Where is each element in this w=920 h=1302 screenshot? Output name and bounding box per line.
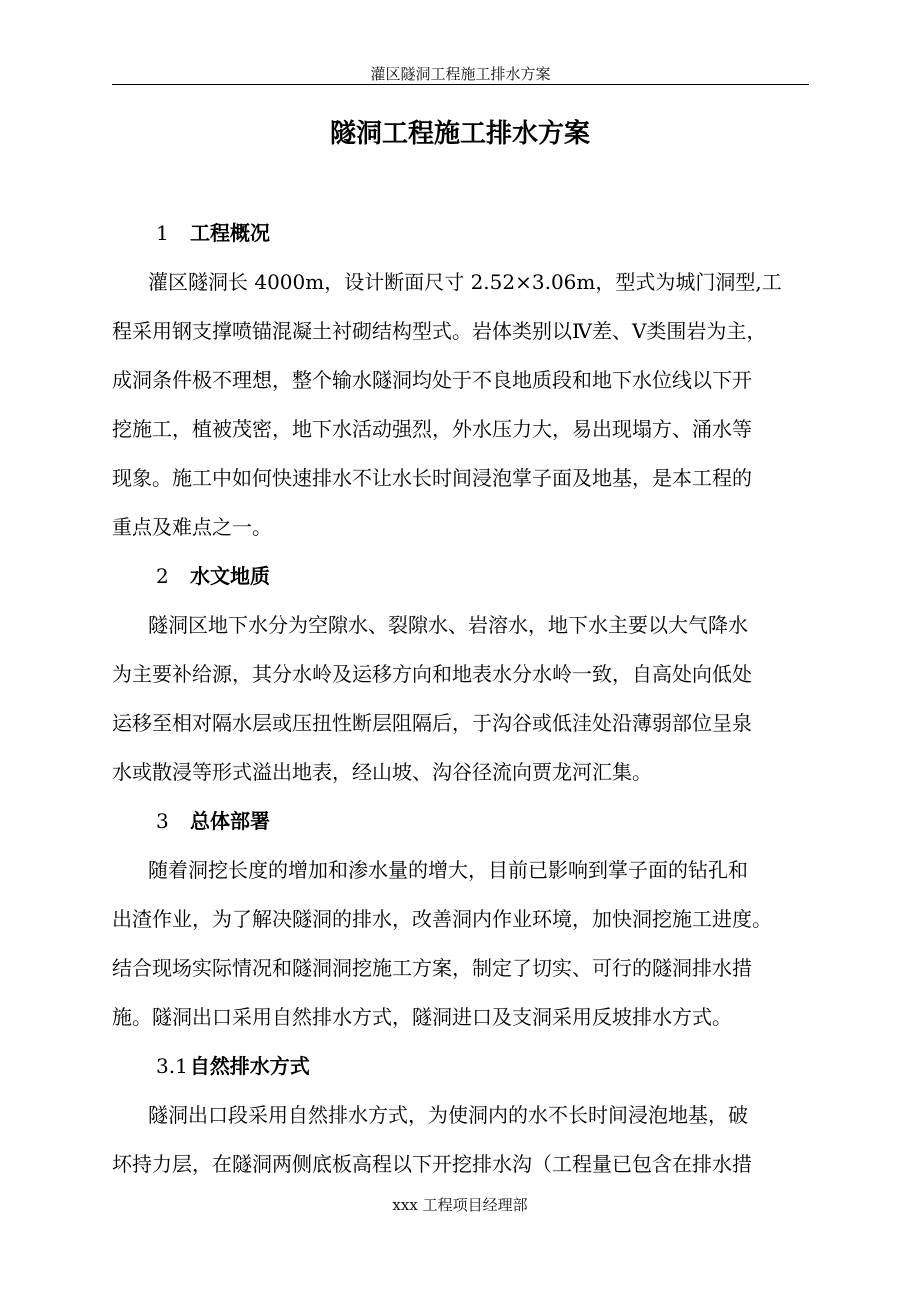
section-title: 自然排水方式 — [189, 1054, 310, 1078]
section-paragraph — [112, 1091, 809, 1189]
paragraph-line: 挖施工，植被茂密，地下水活动强烈，外水压力大，易出现塌方、涌水等 — [112, 417, 752, 441]
paragraph-line: 坏持力层，在隧洞两侧底板高程以下开挖排水沟（工程量已包含在排水措 — [112, 1152, 752, 1176]
section-paragraph — [112, 258, 809, 552]
section-3-1 — [112, 1042, 809, 1189]
paragraph-line: 为主要补给源，其分水岭及运移方向和地表水分水岭一致，自高处向低处 — [112, 662, 752, 686]
section-heading — [112, 797, 809, 846]
paragraph-line: 程采用钢支撑喷锚混凝土衬砌结构型式。岩体类别以Ⅳ差、Ⅴ类围岩为主， — [112, 319, 767, 343]
paragraph-line: 隧洞区地下水分为空隙水、裂隙水、岩溶水，地下水主要以大气降水 — [148, 613, 748, 637]
section-paragraph — [112, 601, 809, 797]
section-number: 1 — [156, 221, 169, 245]
running-header: 灌区隧洞工程施工排水方案 — [112, 64, 809, 85]
paragraph-line: 隧洞出口段采用自然排水方式，为使洞内的水不长时间浸泡地基，破 — [148, 1103, 748, 1127]
section-2 — [112, 552, 809, 797]
section-number: 3 — [156, 809, 169, 833]
section-paragraph — [112, 846, 809, 1042]
section-title: 总体部署 — [190, 809, 270, 833]
section-heading — [112, 552, 809, 601]
paragraph-line: 出渣作业，为了解决隧洞的排水，改善洞内作业环境，加快洞挖施工进度。 — [112, 907, 772, 931]
paragraph-line: 成洞条件极不理想，整个输水隧洞均处于不良地质段和地下水位线以下开 — [112, 368, 752, 392]
page-footer: xxx 工程项目经理部 — [392, 1196, 528, 1214]
paragraph-line: 施。隧洞出口采用自然排水方式，隧洞进口及支洞采用反坡排水方式。 — [112, 1005, 732, 1029]
section-title: 水文地质 — [190, 564, 270, 588]
section-title: 工程概况 — [190, 221, 270, 245]
paragraph-line: 结合现场实际情况和隧洞洞挖施工方案，制定了切实、可行的隧洞排水措 — [112, 956, 752, 980]
paragraph-line: 现象。施工中如何快速排水不让水长时间浸泡掌子面及地基，是本工程的 — [112, 466, 752, 490]
paragraph-line: 运移至相对隔水层或压扭性断层阻隔后，于沟谷或低洼处沿薄弱部位呈泉 — [112, 711, 752, 735]
section-number: 2 — [156, 564, 169, 588]
document-title: 隧洞工程施工排水方案 — [329, 119, 590, 149]
paragraph-line: 灌区隧洞长 4000m，设计断面尺寸 2.52×3.06m，型式为城门洞型,工 — [148, 270, 782, 294]
document-body — [112, 209, 809, 1189]
section-3 — [112, 797, 809, 1042]
section-number: 3.1 — [156, 1054, 188, 1078]
paragraph-line: 重点及难点之一。 — [112, 515, 272, 539]
subsection-heading — [112, 1042, 809, 1091]
paragraph-line: 随着洞挖长度的增加和渗水量的增大，目前已影响到掌子面的钻孔和 — [148, 858, 748, 882]
section-1 — [112, 209, 809, 552]
section-heading — [112, 209, 809, 258]
paragraph-line: 水或散浸等形式溢出地表，经山坡、沟谷径流向贾龙河汇集。 — [112, 760, 652, 784]
